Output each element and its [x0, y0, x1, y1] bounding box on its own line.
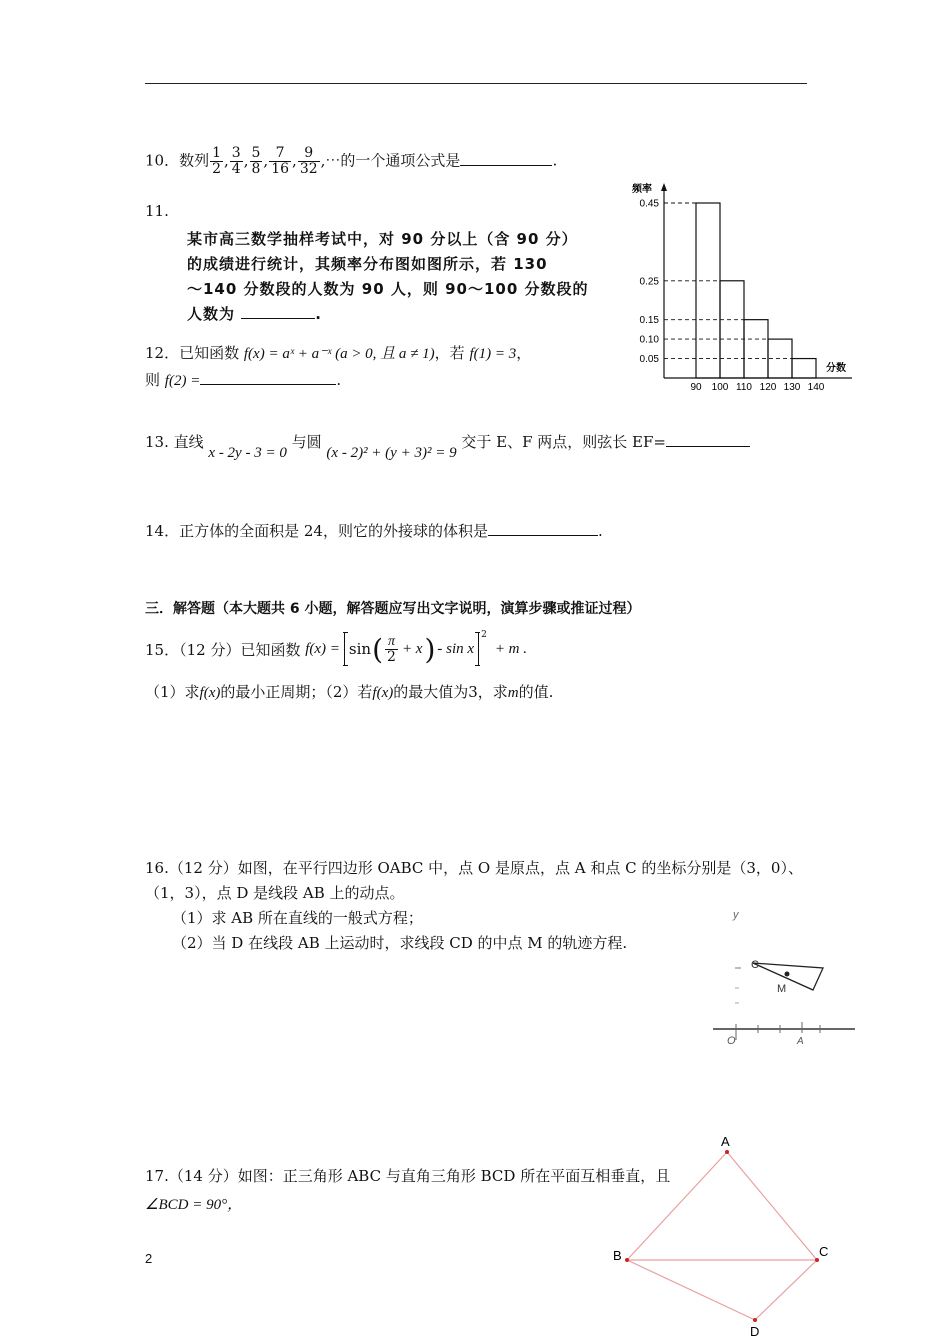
- point-c-label: C: [751, 959, 759, 971]
- fraction-4: $\frac{7}{16}$: [271, 145, 290, 177]
- answer-blank-13[interactable]: [666, 432, 750, 447]
- y-tick-label: 0.10: [639, 334, 659, 346]
- x-tick-label: 120: [759, 382, 777, 393]
- label-b: B: [613, 1248, 622, 1263]
- triangle-figure: [605, 1130, 845, 1344]
- parallelogram-shape: [753, 963, 823, 990]
- x-tick-label: 90: [690, 382, 702, 393]
- histogram-bar-110-120: [744, 320, 768, 378]
- circle-equation: (x - 2)² + (y + 3)² = 9: [326, 445, 457, 461]
- y-label: y: [733, 909, 739, 921]
- question-16: 16.（12 分）如图，在平行四边形 OABC 中，点 O 是原点，点 A 和点 C 的坐标分别是（3，0）、 （1，3），点 D 是线段 AB 上的动点。 （1）求 AB 所在直线的一般式方程； （2）当 D 在线段 AB 上运动时，求线段 CD 的中点 M 的轨迹方程.: [145, 859, 803, 952]
- frequency-histogram: [620, 178, 860, 393]
- question-10: 10．数列 $\frac{1}{2}$ , $\frac{3}{4}$ , $\frac{5}{8}$ , $\frac{7}{16}$ , $\frac{9}{32}$ ,⋯的一个通项公式是 .: [145, 145, 558, 177]
- fraction-3: $\frac{5}{8}$: [251, 145, 261, 177]
- label-a: A: [721, 1134, 730, 1149]
- y-tick-label: 0.15: [639, 315, 659, 327]
- section-3-title: 三．解答题（本大题共 6 小题，解答题应写出文字说明，演算步骤或推证过程）: [145, 601, 641, 617]
- x-tick-label: 100: [711, 382, 729, 393]
- label-c: C: [819, 1244, 829, 1259]
- x-tick-label: 140: [807, 382, 825, 393]
- header-rule: [145, 83, 807, 84]
- bracket-expression: sin ( $\frac{\pi}{2}$ + x ) - sin x: [344, 632, 479, 666]
- question-15-parts: （1）求f(x)的最小正周期；（2）若f(x)的最大值为3，求m的值.: [145, 683, 554, 701]
- point-a-label-16: A: [797, 1036, 804, 1047]
- fraction-1: $\frac{1}{2}$: [212, 145, 222, 177]
- question-11-text: 某市高三数学抽样考试中，对 90 分以上（含 90 分） 的成绩进行统计，其频率分布图如图所示，若 130 ～140 分数段的人数为 90 人，则 90～100 分数段的 人数为 .: [187, 230, 589, 323]
- answer-blank-10[interactable]: [460, 151, 552, 166]
- x-axis-label: 分数: [826, 363, 846, 374]
- question-11-number: 11.: [145, 202, 169, 220]
- point-m: [785, 972, 790, 977]
- vertex-d: [753, 1318, 757, 1322]
- vertex-a: [725, 1150, 729, 1154]
- y-axis-arrow: [661, 183, 667, 191]
- y-tick-label: 0.45: [639, 198, 659, 210]
- question-12: 12．已知函数 f(x) = aˣ + a⁻ˣ (a > 0, 且 a ≠ 1)，若 f(1) = 3，: [145, 344, 532, 362]
- fraction-5: $\frac{9}{32}$: [299, 145, 318, 177]
- given-condition: f(1) = 3: [469, 346, 517, 362]
- label-d: D: [750, 1324, 760, 1339]
- question-14: 14．正方体的全面积是 24，则它的外接球的体积是 .: [145, 522, 603, 540]
- histogram-bar-130-140: [792, 359, 816, 378]
- question-12-line2: 则 f(2) = .: [145, 371, 342, 389]
- fraction-2: $\frac{3}{4}$: [231, 145, 241, 177]
- page-number: 2: [145, 1251, 153, 1266]
- point-m-label: M: [777, 983, 787, 995]
- question-13: 13. 直线 x - 2y - 3 = 0 与圆 (x - 2)² + (y + 3)² = 9 交于 E、F 两点，则弦长 EF=: [145, 431, 750, 452]
- histogram-bar-100-110: [720, 281, 744, 378]
- y-axis-label: 频率: [632, 184, 652, 195]
- vertex-b: [625, 1258, 629, 1262]
- histogram-bar-90-100: [696, 203, 720, 378]
- x-tick-label: 130: [783, 382, 801, 393]
- y-tick-label: 0.25: [639, 276, 659, 288]
- answer-blank-14[interactable]: [488, 521, 598, 536]
- function-definition: f(x) = aˣ + a⁻ˣ (a > 0, 且 a ≠ 1): [243, 346, 435, 362]
- answer-blank-12[interactable]: [200, 370, 336, 385]
- parallelogram-figure: [705, 900, 860, 1085]
- line-equation: x - 2y - 3 = 0: [208, 445, 287, 461]
- origin-label: O: [727, 1035, 736, 1047]
- question-17: 17.（14 分）如图：正三角形 ABC 与直角三角形 BCD 所在平面互相垂直，且 ∠BCD = 90°，: [145, 1167, 671, 1213]
- question-15: 15．（12 分）已知函数 f(x) = sin ( $\frac{\pi}{2}$ + x ) - sin x $^2$ + m .: [145, 630, 528, 666]
- y-tick-label: 0.05: [639, 354, 659, 366]
- answer-blank-11[interactable]: [241, 302, 315, 319]
- x-tick-label: 110: [736, 382, 752, 393]
- triangle-edges: [627, 1152, 817, 1320]
